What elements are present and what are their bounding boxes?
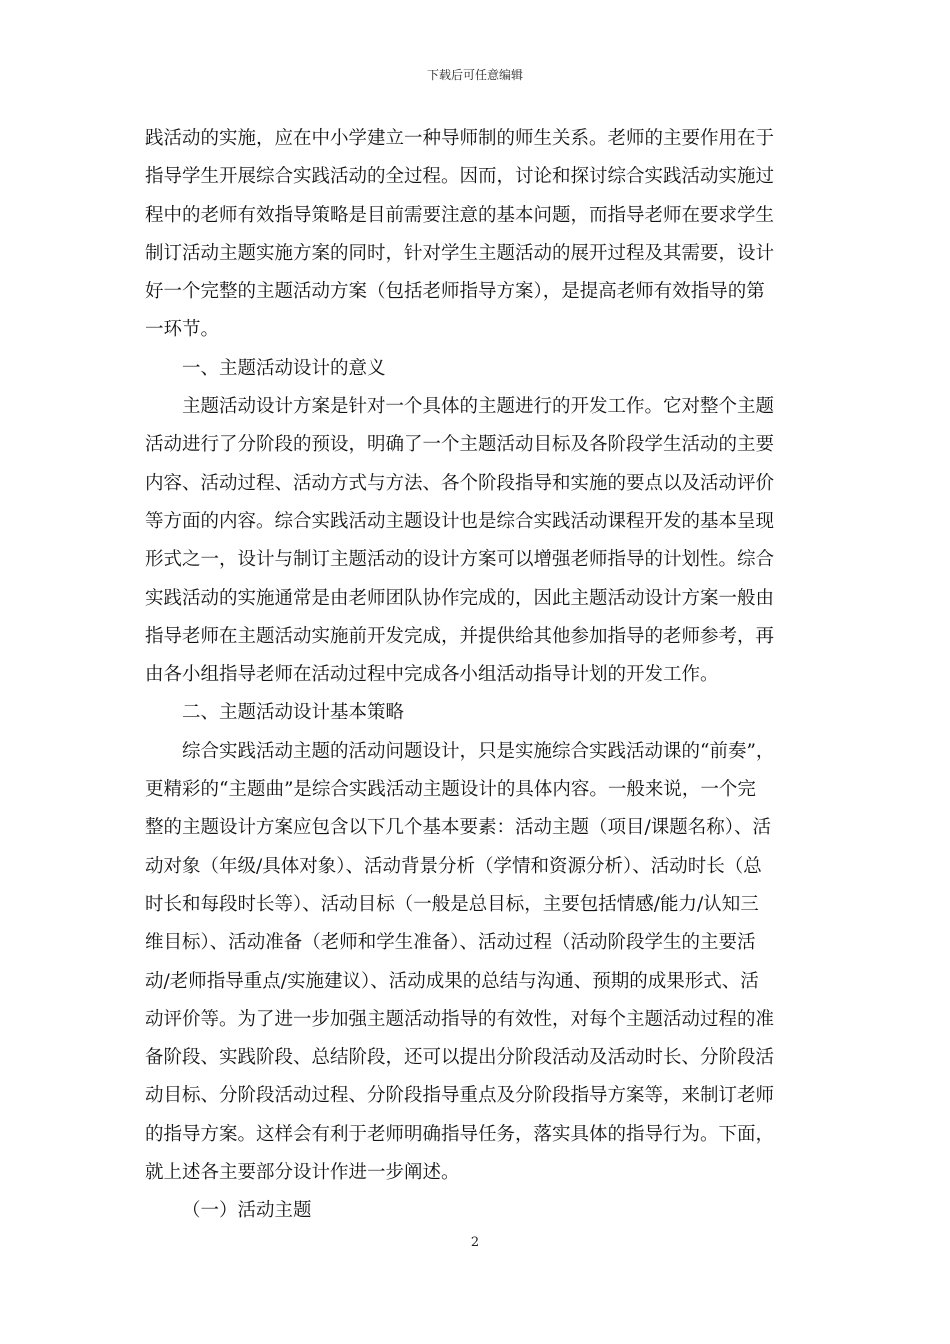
- page-header: 下载后可任意编辑: [426, 68, 523, 82]
- text-line: 实践活动的实施通常是由老师团队协作完成的，因此主题活动设计方案一般由: [145, 587, 775, 609]
- document-body: [145, 120, 805, 1231]
- text-line: 指导学生开展综合实践活动的全过程。因而，讨论和探讨综合实践活动实施过: [145, 166, 775, 188]
- subsection-heading: （一）活动主题: [182, 1200, 312, 1222]
- text-line: 综合实践活动主题的活动问题设计，只是实施综合实践活动课的“前奏”，: [182, 740, 775, 762]
- text-line: 内容、活动过程、活动方式与方法、各个阶段指导和实施的要点以及活动评价: [145, 472, 775, 494]
- text-line: 维目标）、活动准备（老师和学生准备）、活动过程（活动阶段学生的主要活: [145, 932, 756, 954]
- text-line: 制订活动主题实施方案的同时，针对学生主题活动的展开过程及其需要，设计: [145, 242, 775, 264]
- text-line: 好一个完整的主题活动方案（包括老师指导方案），是提高老师有效指导的第: [145, 281, 765, 303]
- text-line: 主题活动设计方案是针对一个具体的主题进行的开发工作。它对整个主题: [182, 396, 775, 418]
- text-line: 更精彩的“主题曲”是综合实践活动主题设计的具体内容。一般来说，一个完: [145, 779, 756, 801]
- section-heading: 一、主题活动设计的意义: [182, 357, 386, 379]
- section-heading: 二、主题活动设计基本策略: [182, 702, 405, 724]
- text-line: 活动进行了分阶段的预设，明确了一个主题活动目标及各阶段学生活动的主要: [145, 434, 775, 456]
- text-line: 形式之一，设计与制订主题活动的设计方案可以增强老师指导的计划性。综合: [145, 549, 775, 571]
- page-number: 2: [470, 1235, 480, 1250]
- text-line: 时长和每段时长等）、活动目标（一般是总目标，主要包括情感/能力/认知三: [145, 893, 759, 915]
- text-line: 动目标、分阶段活动过程、分阶段指导重点及分阶段指导方案等，来制订老师: [145, 1085, 775, 1107]
- text-line: 的指导方案。这样会有利于老师明确指导任务，落实具体的指导行为。下面，: [145, 1123, 775, 1145]
- text-line: 动对象（年级/具体对象）、活动背景分析（学情和资源分析）、活动时长（总: [145, 855, 762, 877]
- text-line: 程中的老师有效指导策略是目前需要注意的基本问题，而指导老师在要求学生: [145, 204, 775, 226]
- text-line: 动/老师指导重点/实施建议）、活动成果的总结与沟通、预期的成果形式、活: [145, 970, 759, 992]
- text-line: 动评价等。为了进一步加强主题活动指导的有效性，对每个主题活动过程的准: [145, 1008, 775, 1030]
- text-line: 就上述各主要部分设计作进一步阐述。: [145, 1162, 460, 1184]
- text-line: 由各小组指导老师在活动过程中完成各小组活动指导计划的开发工作。: [145, 664, 719, 686]
- text-line: 备阶段、实践阶段、总结阶段，还可以提出分阶段活动及活动时长、分阶段活: [145, 1047, 775, 1069]
- text-line: 等方面的内容。综合实践活动主题设计也是综合实践活动课程开发的基本呈现: [145, 510, 775, 532]
- text-line: 整的主题设计方案应包含以下几个基本要素：活动主题（项目/课题名称）、活: [145, 817, 771, 839]
- text-line: 践活动的实施，应在中小学建立一种导师制的师生关系。老师的主要作用在于: [145, 128, 775, 149]
- text-line: 指导老师在主题活动实施前开发完成，并提供给其他参加指导的老师参考，再: [145, 625, 775, 647]
- text-line: 一环节。: [145, 319, 220, 341]
